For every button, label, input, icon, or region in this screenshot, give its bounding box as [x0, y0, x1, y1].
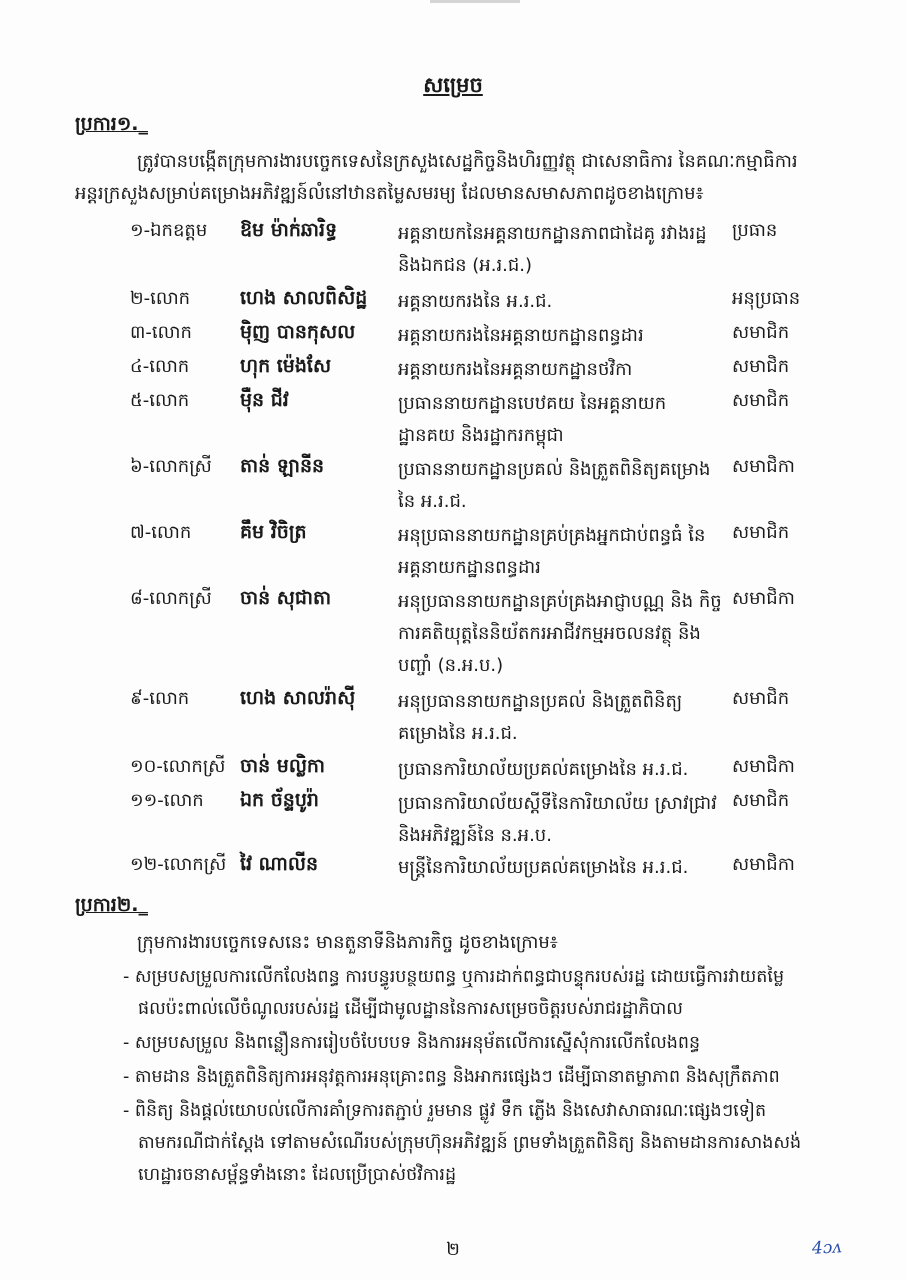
member-position: អនុប្រធាននាយកដ្ឋានគ្រប់គ្រងអ្នកជាប់ពន្ធធំ នៃអគ្គនាយកដ្ឋានពន្ធដារ	[398, 525, 706, 578]
member-name: គឹម វិចិត្រ	[240, 521, 307, 543]
member-name: ឯក ច័ន្ទបូរ៉ា	[240, 789, 319, 811]
member-position: មន្ត្រីនៃការិយាល័យប្រគល់គម្រោងនៃ អ.រ.ជ.	[398, 857, 689, 878]
member-position: អគ្គនាយករងនៃ អ.រ.ជ.	[398, 291, 553, 312]
member-name: ចាន់ មល្លិកា	[240, 755, 326, 777]
duty-item-4-line-2: តាមករណីជាក់ស្ដែង ទៅតាមសំណើរបស់ក្រុមហ៊ុនអភិវឌ្ឍន៍ ព្រមទាំងត្រួតពិនិត្យ និងតាមដានការសាងសង់	[138, 1133, 802, 1153]
member-position: អគ្គនាយកនៃអគ្គនាយកដ្ឋានភាពជាដៃគូ រវាងរដ្ឋ និងឯកជន (អ.រ.ជ.)	[398, 223, 707, 276]
article-2-intro: ក្រុមការងារបច្ចេកទេសនេះ មានតួនាទីនិងភារកិច្ច ដូចខាងក្រោម៖	[137, 932, 558, 953]
member-name: ហេង សាលរ៉ាស៊ី	[240, 687, 356, 709]
member-role: សមាជិក	[732, 790, 790, 811]
duty-item-1-line-2: ផលប៉ះពាល់លើចំណូលរបស់រដ្ឋ ដើម្បីជាមូលដ្ឋាននៃការសម្រេចចិត្តរបស់រាជរដ្ឋាភិបាល	[138, 999, 683, 1019]
member-position: ប្រធាននាយកដ្ឋានប្រគល់ និងត្រួតពិនិត្យគម្រោង នៃ អ.រ.ជ.	[398, 459, 711, 512]
member-name: ម៉ឺន ជីវ	[240, 389, 289, 411]
member-number: ៦-លោកស្រី	[130, 456, 212, 477]
member-role: សមាជិក	[732, 390, 790, 411]
duty-item-1-line-1: - សម្របសម្រួលការលើកលែងពន្ធ ការបន្ធូរបន្ថយពន្ធ ឬការដាក់ពន្ធជាបន្ទុករបស់រដ្ឋ ដោយធ្វើការវាយតម្លៃ	[123, 967, 785, 987]
member-name: តាន់ ឡានីន	[240, 455, 325, 477]
article-2-heading: ប្រការ២._	[75, 894, 148, 916]
member-name: ម៉ិញ បានកុសល	[240, 321, 356, 343]
article-1-intro-line-1: ត្រូវបានបង្កើតក្រុមការងារបច្ចេកទេសនៃក្រសួងសេដ្ឋកិច្ចនិងហិរញ្ញវត្ថុ ជាសេនាធិការ នៃគណៈកម្មាធិការ	[137, 151, 798, 172]
member-role: សមាជិក	[732, 522, 790, 543]
member-name: ចាន់ សុជាតា	[240, 587, 332, 609]
member-role: សមាជិកា	[732, 456, 795, 477]
article-1-intro-line-2: អន្តរក្រសួងសម្រាប់គម្រោងអភិវឌ្ឍន៍លំនៅឋានតម្លៃសមរម្យ ដែលមានសមាសភាពដូចខាងក្រោម៖	[75, 183, 704, 204]
member-position: ប្រធានការិយាល័យប្រគល់គម្រោងនៃ អ.រ.ជ.	[398, 759, 689, 780]
member-name: ឱម ម៉ាក់ឆារិទ្ធ	[240, 219, 338, 241]
member-position: អគ្គនាយករងនៃអគ្គនាយកដ្ឋានថវិកា	[398, 359, 633, 380]
duty-item-4-line-3: ហេដ្ឋារចនាសម្ព័ន្ធទាំងនោះ ដែលប្រើប្រាស់ថវិការដ្ឋ	[138, 1165, 457, 1185]
member-number: ៥-លោក	[130, 390, 190, 411]
member-position: ប្រធាននាយកដ្ឋានបេឋគយ នៃអគ្គនាយកដ្ឋានគយ និងរដ្ឋាករកម្ពុជា	[398, 393, 667, 446]
member-role: សមាជិក	[732, 322, 790, 343]
member-role: ប្រធាន	[732, 220, 778, 241]
member-role: សមាជិកា	[732, 756, 795, 777]
page-top-mark	[430, 0, 520, 3]
handwritten-initials: 4ɔᴧ	[811, 1237, 843, 1259]
member-number: ១២-លោកស្រី	[130, 854, 227, 875]
member-number: ១-ឯកឧត្តម	[130, 220, 208, 241]
member-position: អនុប្រធាននាយកដ្ឋានគ្រប់គ្រងអាជ្ញាបណ្ណ និង កិច្ចការគតិយុត្តនៃនិយ័តករអាជីវកម្មអចលនវត្ថុ និងបញ្ចាំ (ន.អ.ប.)	[398, 591, 722, 676]
member-number: ១០-លោកស្រី	[130, 756, 226, 777]
member-number: ១១-លោក	[130, 790, 204, 811]
member-role: សមាជិកា	[732, 854, 795, 875]
member-number: ៣-លោក	[130, 322, 192, 343]
member-number: ៧-លោក	[130, 522, 192, 543]
member-role: សមាជិក	[732, 356, 790, 377]
duty-item-3-line-1: - តាមដាន និងត្រួតពិនិត្យការអនុវត្តការអនុគ្រោះពន្ធ និងអាករផ្សេងៗ ដើម្បីធានាតម្លាភាព និងសុក្រឹតភាព	[123, 1067, 780, 1087]
member-number: ២-លោក	[130, 288, 191, 309]
member-role: សមាជិក	[732, 688, 790, 709]
member-number: ៤-លោក	[130, 356, 190, 377]
member-number: ៩-លោក	[130, 688, 190, 709]
member-name: ហុក ម៉េងសែ	[240, 355, 332, 377]
member-position: ប្រធានការិយាល័យស្ដីទីនៃការិយាល័យ ស្រាវជ្រាវ និងអភិវឌ្ឍន៍នៃ ន.អ.ប.	[398, 793, 717, 846]
member-role: អនុប្រធាន	[732, 288, 801, 309]
page-number: ២	[446, 1239, 460, 1260]
member-role: សមាជិកា	[732, 588, 795, 609]
member-number: ៨-លោកស្រី	[130, 588, 212, 609]
member-position: អគ្គនាយករងនៃអគ្គនាយកដ្ឋានពន្ធដារ	[398, 325, 644, 346]
duty-item-4-line-1: - ពិនិត្យ និងផ្ដល់យោបល់លើការគាំទ្រការតភ្ជាប់ រួមមាន ផ្លូវ ទឹក ភ្លើង និងសេវាសាធារណៈផ្សេងៗទៀត	[123, 1101, 767, 1121]
member-name: ហេង សាលពិសិដ្ឋ	[240, 287, 368, 309]
document-title: សម្រេច	[423, 73, 483, 97]
member-position: អនុប្រធាននាយកដ្ឋានប្រគល់ និងត្រួតពិនិត្យ គម្រោងនៃ អ.រ.ជ.	[398, 691, 683, 744]
member-name: វៃ ណាលីន	[240, 853, 319, 875]
article-1-heading: ប្រការ១._	[75, 113, 148, 135]
duty-item-2-line-1: - សម្របសម្រួល និងពន្លឿនការរៀបចំបែបបទ និងការអនុម័តលើការស្នើសុំការលើកលែងពន្ធ	[123, 1033, 701, 1053]
